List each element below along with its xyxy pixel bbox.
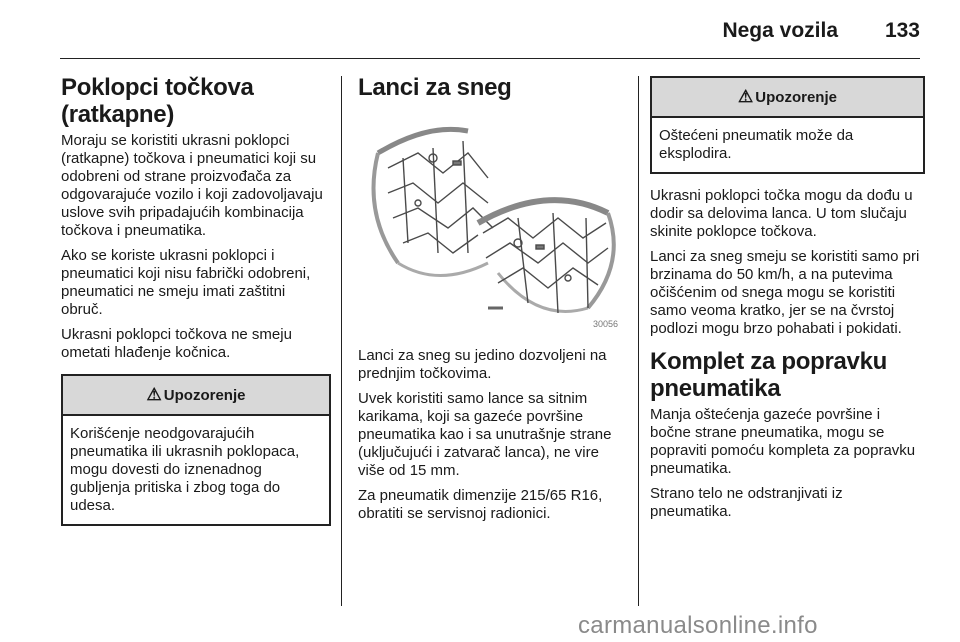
snow-chain-illustration	[358, 113, 624, 331]
paragraph: Ako se koriste ukrasni poklopci i pneumatici koji nisu fabrički odobreni, pneumatici ne smeju imati zaštitni obruč.	[61, 247, 311, 318]
page-header	[0, 0, 960, 60]
paragraph: Lanci za sneg smeju se koristiti samo pri brzinama do 50 km/h, a na putevima očišćenim od snega mogu se koristiti samo veoma kratko, jer se na čvrstoj podlozi mogu brzo pohabati i pokidati.	[650, 248, 920, 337]
column-divider-1	[341, 76, 342, 606]
watermark: carmanualsonline.info	[578, 612, 818, 639]
left-column	[61, 74, 331, 536]
warning-title: Upozorenje	[755, 88, 837, 106]
header-divider	[60, 58, 920, 59]
warning-box	[650, 76, 925, 174]
paragraph: Moraju se koristiti ukrasni poklopci (ratkapne) točkova i pneumatici koji su odobreni od strane proizvođača za odgovarajuće vozilo i koji zadovoljavaju uslove svih pripadajućih kombinacija točkova i pneumatika.	[61, 132, 323, 239]
paragraph: Ukrasni poklopci točka mogu da dođu u dodir sa delovima lanca. U tom slučaju skinite poklopce točkova.	[650, 187, 913, 240]
right-column	[650, 74, 925, 528]
paragraph: Uvek koristiti samo lance sa sitnim karikama, koji sa gazeće površine pneumatika kao i sa unutrašnje strane (uključujući i zatvarač lanca), ne vire više od 15 mm.	[358, 390, 612, 479]
warning-triangle-icon: ⚠	[146, 385, 162, 404]
paragraph: Lanci za sneg su jedino dozvoljeni na prednjim točkovima.	[358, 347, 607, 382]
section-title: Nega vozila	[722, 19, 838, 42]
wheel-covers-heading: Poklopci točkova (ratkapne)	[61, 74, 254, 128]
middle-column	[358, 74, 626, 530]
warning-header	[652, 78, 923, 118]
tire-repair-kit-heading: Komplet za popravku pneumatika	[650, 348, 888, 402]
column-divider-2	[638, 76, 639, 606]
paragraph: Ukrasni poklopci točkova ne smeju ometati hlađenje kočnica.	[61, 326, 292, 361]
snow-chains-heading: Lanci za sneg	[358, 74, 512, 101]
paragraph: Za pneumatik dimenzije 215/65 R16, obratiti se servisnoj radionici.	[358, 487, 603, 522]
paragraph: Strano telo ne odstranjivati iz pneumatika.	[650, 485, 843, 520]
warning-text: Korišćenje neodgovarajućih pneumatika ili ukrasnih poklopaca, mogu dovesti do iznenadnog gubljenja pritiska i zbog toga do udesa.	[70, 425, 300, 514]
figure-code: 30056	[592, 319, 618, 329]
warning-text: Oštećeni pneumatik može da eksplodira.	[659, 127, 854, 162]
warning-box	[61, 374, 331, 526]
snow-chain-drawing	[358, 113, 624, 331]
warning-title: Upozorenje	[163, 386, 246, 404]
warning-triangle-icon: ⚠	[738, 87, 754, 106]
paragraph: Manja oštećenja gazeće površine i bočne strane pneumatika, mogu se popraviti pomoću kompleta za popravku pneumatika.	[650, 406, 916, 477]
warning-header	[63, 376, 329, 416]
page-number: 133	[884, 19, 920, 42]
